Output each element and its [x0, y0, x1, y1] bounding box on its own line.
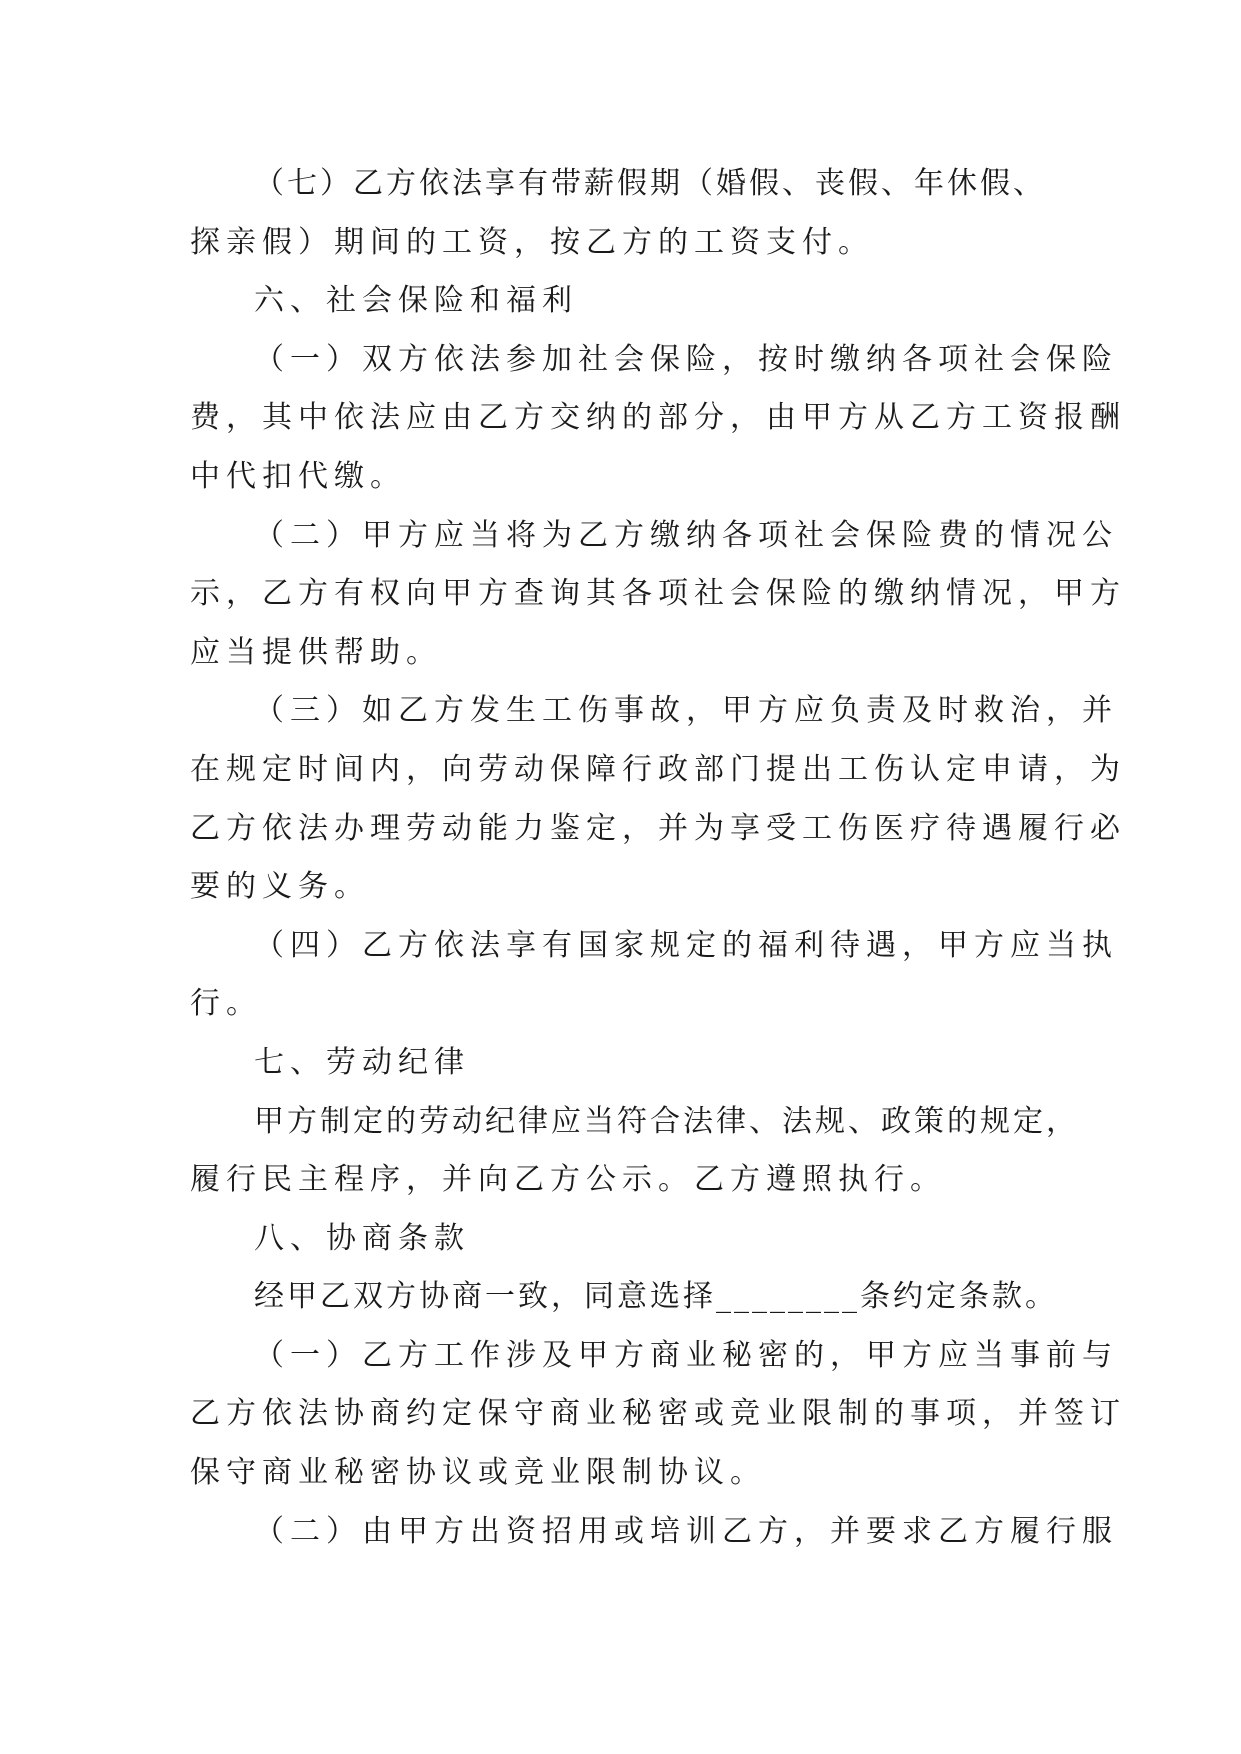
paragraph-line: 乙方依法办理劳动能力鉴定，并为享受工伤医疗待遇履行必 [190, 810, 1126, 846]
paragraph-line: 示，乙方有权向甲方查询其各项社会保险的缴纳情况，甲方 [190, 576, 1126, 612]
paragraph-line: 乙方依法协商约定保守商业秘密或竞业限制的事项，并签订 [190, 1396, 1126, 1432]
section-heading: 七、劳动纪律 [254, 1044, 470, 1080]
paragraph-line: 费，其中依法应由乙方交纳的部分，由甲方从乙方工资报酬 [190, 400, 1126, 436]
paragraph-line: （四）乙方依法享有国家规定的福利待遇，甲方应当执 [254, 927, 1118, 963]
paragraph-line: 要的义务。 [190, 869, 370, 905]
paragraph-line: （一）乙方工作涉及甲方商业秘密的，甲方应当事前与 [254, 1337, 1118, 1373]
paragraph-line: 甲方制定的劳动纪律应当符合法律、法规、政策的规定， [254, 1103, 1079, 1139]
paragraph-line: 履行民主程序，并向乙方公示。乙方遵照执行。 [190, 1162, 946, 1198]
paragraph-line: （二）甲方应当将为乙方缴纳各项社会保险费的情况公 [254, 517, 1118, 553]
paragraph-line: 探亲假）期间的工资，按乙方的工资支付。 [190, 224, 874, 260]
section-heading: 八、协商条款 [254, 1220, 470, 1256]
paragraph-line: 行。 [190, 986, 262, 1022]
paragraph-line: 中代扣代缴。 [190, 458, 406, 494]
paragraph-line: （一）双方依法参加社会保险，按时缴纳各项社会保险 [254, 341, 1118, 377]
paragraph-line: （三）如乙方发生工伤事故，甲方应负责及时救治，并 [254, 693, 1118, 729]
paragraph-line: （七）乙方依法享有带薪假期（婚假、丧假、年休假、 [254, 166, 1046, 201]
paragraph-line: 在规定时间内，向劳动保障行政部门提出工伤认定申请，为 [190, 751, 1126, 787]
paragraph-line: 应当提供帮助。 [190, 634, 442, 670]
paragraph-line: 经甲乙双方协商一致，同意选择________条约定条款。 [254, 1279, 1058, 1315]
paragraph-line: （二）由甲方出资招用或培训乙方，并要求乙方履行服 [254, 1513, 1118, 1549]
paragraph-line: 保守商业秘密协议或竞业限制协议。 [190, 1455, 766, 1491]
section-heading: 六、社会保险和福利 [254, 283, 578, 319]
document-body [190, 155, 1126, 1561]
